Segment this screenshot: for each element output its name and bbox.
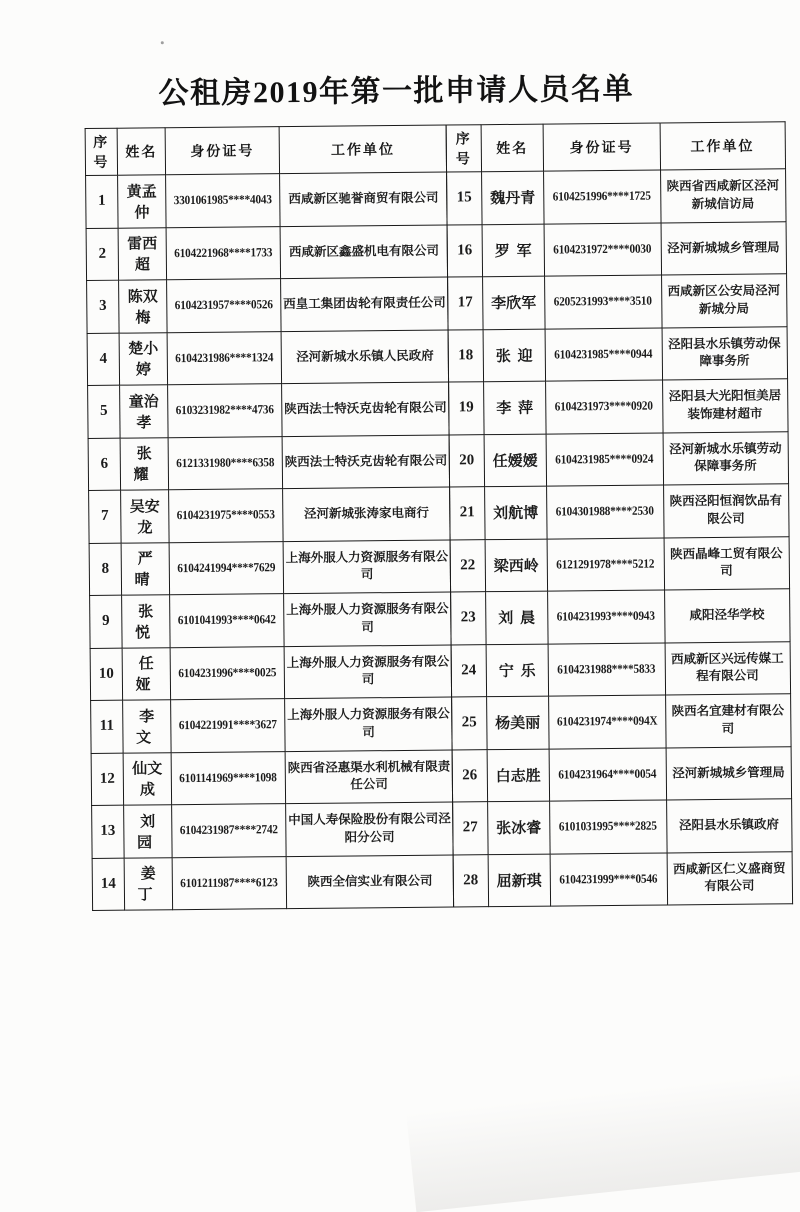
header-serial: 序号 — [446, 125, 481, 172]
applicant-id-number: 6104231974****094X — [549, 695, 666, 749]
applicant-serial: 5 — [88, 385, 121, 438]
applicant-work-unit: 上海外服人力资源服务有限公司 — [283, 540, 451, 594]
table-row — [89, 540, 451, 596]
applicant-work-unit: 泾河新城水乐镇劳动保障事务所 — [663, 431, 788, 485]
applicant-work-unit: 泾阳县水乐镇政府 — [666, 799, 791, 853]
applicant-name: 李欣军 — [482, 276, 545, 329]
table-row — [88, 382, 450, 438]
table-row — [91, 750, 453, 806]
applicant-name: 张悦 — [122, 595, 171, 648]
applicant-id-number: 6104231957****0526 — [167, 279, 281, 333]
applicant-id-number: 6104231964****0054 — [549, 747, 666, 801]
applicant-id-number: 6121291978****5212 — [547, 537, 664, 591]
applicant-serial: 12 — [91, 753, 124, 806]
applicant-table-left — [85, 125, 455, 911]
applicant-serial: 8 — [89, 543, 122, 596]
header-name: 姓名 — [481, 124, 543, 172]
applicant-serial: 20 — [449, 434, 485, 487]
scan-speck — [161, 41, 164, 44]
table-row — [90, 645, 452, 701]
applicant-name: 刘晨 — [485, 591, 548, 644]
applicant-work-unit: 陕西省泾惠渠水利机械有限责任公司 — [285, 750, 453, 804]
applicant-work-unit: 上海外服人力资源服务有限公司 — [284, 645, 452, 699]
applicant-work-unit: 泾河新城城乡管理局 — [661, 221, 786, 275]
applicant-work-unit: 陕西法士特沃克齿轮有限公司 — [281, 382, 449, 436]
applicant-work-unit: 西咸新区鑫盛机电有限公司 — [280, 225, 448, 279]
applicant-work-unit: 中国人寿保险股份有限公司泾阳分公司 — [286, 802, 454, 856]
applicant-id-number: 6104231993****0943 — [547, 590, 664, 644]
table-row — [86, 172, 448, 228]
applicant-work-unit: 泾河新城城乡管理局 — [666, 746, 791, 800]
table-row — [89, 487, 451, 543]
applicant-serial: 11 — [91, 700, 124, 753]
applicant-work-unit: 泾阳县大光阳恒美居装饰建材超市 — [662, 379, 787, 433]
applicant-name: 张耀 — [120, 437, 169, 490]
applicant-name: 黄孟仲 — [118, 175, 167, 228]
applicant-serial: 26 — [452, 749, 488, 802]
applicant-work-unit: 陕西全信实业有限公司 — [286, 855, 454, 909]
applicant-id-number: 6104231996****0025 — [170, 646, 284, 700]
applicant-name: 宁乐 — [486, 644, 549, 697]
applicant-id-number: 6104231973****0920 — [545, 380, 662, 434]
applicant-work-unit: 西皇工集团齿轮有限责任公司 — [280, 277, 448, 331]
applicant-work-unit: 上海外服人力资源服务有限公司 — [283, 592, 451, 646]
applicant-serial: 15 — [446, 172, 482, 225]
applicant-serial: 16 — [447, 224, 483, 277]
applicant-name: 杨美丽 — [487, 696, 550, 749]
applicant-id-number: 6104221968****1733 — [166, 226, 280, 280]
table-row — [449, 484, 788, 540]
table-row — [92, 802, 454, 858]
applicant-work-unit: 泾阳县水乐镇劳动保障事务所 — [662, 326, 787, 380]
table-row — [87, 277, 449, 333]
applicant-work-unit: 陕西名宜建材有限公司 — [665, 694, 790, 748]
applicant-id-number: 6104251996****1725 — [543, 170, 660, 224]
page-title: 公租房2019年第一批申请人员名单 — [158, 72, 635, 111]
applicant-id-number: 6104241994****7629 — [169, 541, 283, 595]
table-row — [448, 379, 787, 435]
applicant-serial: 22 — [450, 539, 486, 592]
applicant-name: 屈新琪 — [488, 854, 551, 907]
table-row — [451, 641, 790, 697]
applicant-name: 童治孝 — [120, 385, 169, 438]
table-row — [87, 330, 449, 386]
applicant-serial: 28 — [453, 854, 489, 907]
applicant-name: 梁西岭 — [485, 539, 548, 592]
applicant-id-number: 6104231985****0924 — [546, 432, 663, 486]
applicant-name: 张冰睿 — [488, 801, 551, 854]
applicant-id-number: 6205231993****3510 — [544, 275, 661, 329]
applicant-work-unit: 泾河新城张涛家电商行 — [282, 487, 450, 541]
applicant-tables — [85, 121, 793, 911]
applicant-work-unit: 西咸新区仁义盛商贸有限公司 — [667, 851, 792, 905]
header-id: 身份证号 — [165, 127, 279, 175]
table-row — [86, 225, 448, 281]
applicant-serial: 18 — [448, 329, 484, 382]
header-name: 姓名 — [117, 128, 165, 175]
header-workunit: 工作单位 — [279, 125, 447, 174]
applicant-name: 姜丁 — [124, 857, 173, 910]
table-row — [453, 851, 792, 907]
applicant-work-unit: 西咸新区公安局泾河新城分局 — [661, 274, 786, 328]
applicant-name: 魏丹青 — [481, 171, 544, 224]
applicant-serial: 7 — [89, 490, 122, 543]
applicant-work-unit: 陕西晶峰工贸有限公司 — [664, 536, 789, 590]
table-row — [452, 746, 791, 802]
applicant-id-number: 6104231988****5833 — [548, 642, 665, 696]
header-workunit: 工作单位 — [660, 122, 785, 170]
applicant-work-unit: 西咸新区驰誉商贸有限公司 — [279, 172, 447, 226]
table-row — [452, 694, 791, 750]
header-row — [85, 125, 447, 175]
table-row — [90, 592, 452, 648]
applicant-work-unit: 陕西泾阳恒润饮品有限公司 — [663, 484, 788, 538]
applicant-serial: 14 — [92, 858, 125, 911]
applicant-work-unit: 泾河新城水乐镇人民政府 — [281, 330, 449, 384]
applicant-work-unit: 陕西省西咸新区泾河新城信访局 — [660, 169, 785, 223]
table-row — [453, 799, 792, 855]
applicant-id-number: 3301061985****4043 — [166, 174, 280, 228]
table-row — [450, 536, 789, 592]
table-row — [449, 431, 788, 487]
applicant-serial: 19 — [448, 382, 484, 435]
applicant-serial: 25 — [452, 697, 488, 750]
applicant-name: 张迎 — [483, 329, 546, 382]
applicant-id-number: 6104231999****0546 — [550, 852, 667, 906]
header-row — [446, 122, 785, 172]
applicant-id-number: 6104231975****0553 — [169, 489, 283, 543]
applicant-serial: 9 — [90, 595, 123, 648]
applicant-serial: 17 — [447, 277, 483, 330]
applicant-serial: 2 — [86, 228, 119, 281]
applicant-name: 严晴 — [121, 542, 170, 595]
applicant-id-number: 6101141969****1098 — [171, 751, 285, 805]
applicant-name: 李文 — [123, 700, 172, 753]
applicant-serial: 3 — [87, 280, 120, 333]
table-row — [447, 221, 786, 277]
applicant-id-number: 6104231986****1324 — [167, 331, 281, 385]
applicant-name: 吴安龙 — [121, 490, 170, 543]
applicant-name: 刘航博 — [484, 486, 547, 539]
applicant-id-number: 6103231982****4736 — [168, 384, 282, 438]
applicant-serial: 21 — [449, 487, 485, 540]
applicant-name: 刘园 — [124, 805, 173, 858]
applicant-serial: 24 — [451, 644, 487, 697]
applicant-name: 白志胜 — [487, 749, 550, 802]
applicant-table-right — [446, 121, 793, 907]
table-row — [447, 274, 786, 330]
applicant-name: 李萍 — [483, 381, 546, 434]
table-row — [91, 697, 453, 753]
table-row — [88, 435, 450, 491]
applicant-work-unit: 西咸新区兴远传媒工程有限公司 — [665, 641, 790, 695]
applicant-name: 罗军 — [482, 224, 545, 277]
applicant-id-number: 6101031995****2825 — [550, 800, 667, 854]
applicant-id-number: 6121331980****6358 — [168, 436, 282, 490]
applicant-id-number: 6104231985****0944 — [545, 327, 662, 381]
applicant-name: 雷西超 — [118, 227, 167, 280]
header-id: 身份证号 — [543, 123, 660, 171]
applicant-serial: 13 — [92, 805, 125, 858]
applicant-name: 仙文成 — [123, 752, 172, 805]
table-row — [448, 326, 787, 382]
applicant-serial: 6 — [88, 438, 121, 491]
applicant-id-number: 6101041993****0642 — [170, 594, 284, 648]
applicant-name: 任嫒嫒 — [484, 434, 547, 487]
applicant-name: 任娅 — [122, 647, 171, 700]
applicant-work-unit: 咸阳泾华学校 — [664, 589, 789, 643]
applicant-name: 陈双梅 — [119, 280, 168, 333]
applicant-id-number: 6104221991****3627 — [171, 699, 285, 753]
table-row — [450, 589, 789, 645]
applicant-serial: 1 — [86, 175, 119, 228]
table-row — [446, 169, 785, 225]
applicant-serial: 4 — [87, 333, 120, 386]
applicant-serial: 27 — [453, 802, 489, 855]
applicant-work-unit: 陕西法士特沃克齿轮有限公司 — [282, 435, 450, 489]
applicant-id-number: 6104231972****0030 — [544, 222, 661, 276]
applicant-name: 楚小婷 — [119, 332, 168, 385]
applicant-serial: 10 — [90, 648, 123, 701]
applicant-work-unit: 上海外服人力资源服务有限公司 — [284, 697, 452, 751]
header-serial: 序号 — [85, 128, 117, 175]
applicant-id-number: 6104301988****2530 — [546, 485, 663, 539]
table-row — [92, 855, 454, 911]
applicant-id-number: 6104231987****2742 — [172, 804, 286, 858]
applicant-serial: 23 — [450, 592, 486, 645]
applicant-id-number: 6101211987****6123 — [172, 856, 286, 910]
